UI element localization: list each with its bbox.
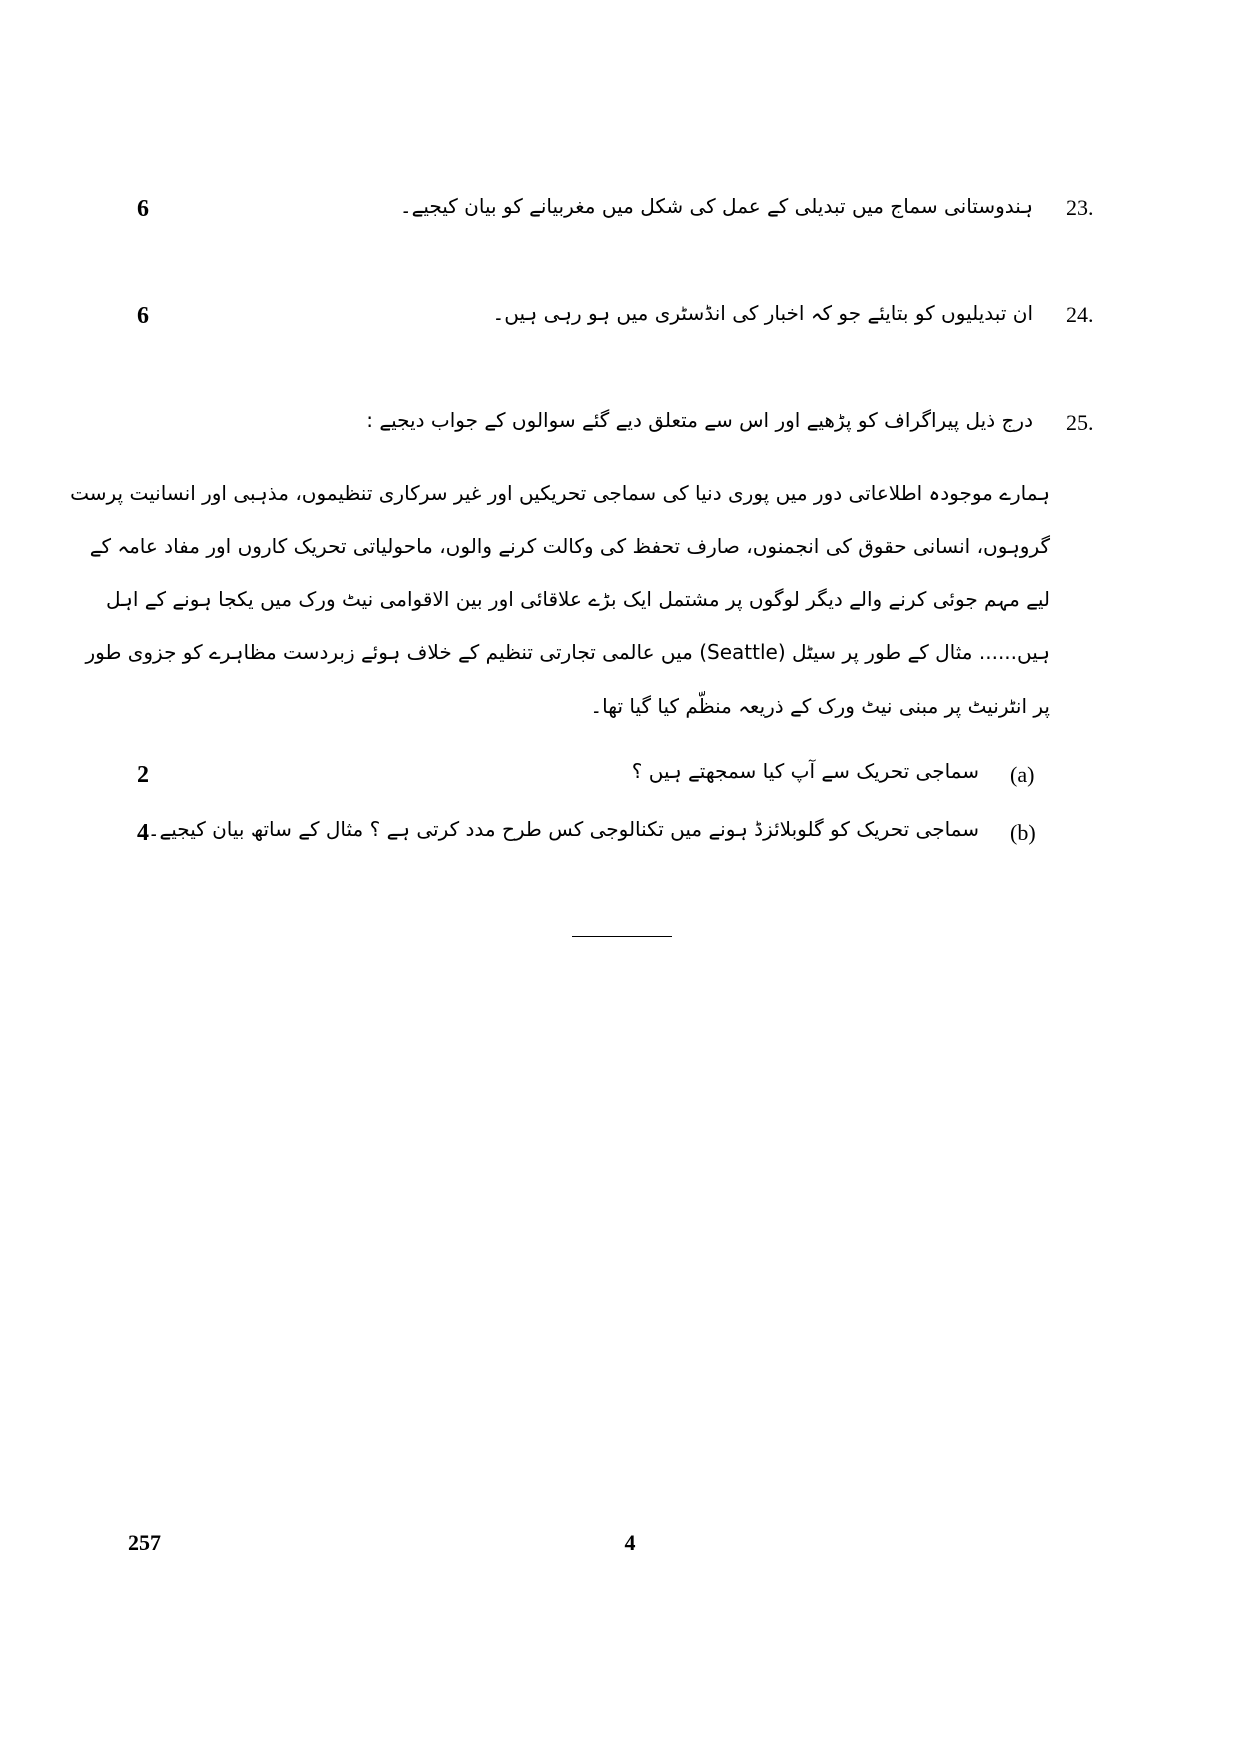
paper-code: 257 <box>128 1530 161 1555</box>
marks: 2 <box>137 762 149 788</box>
passage-line: ہمارے موجودہ اطلاعاتی دور میں پوری دنیا کی سماجی تحریکیں اور غیر سرکاری تنظیموں، مذہبی اور انسانیت پرست <box>70 481 1050 505</box>
end-divider <box>572 936 672 937</box>
subpart-label: (a) <box>1010 762 1035 787</box>
passage-line: ہیں...... مثال کے طور پر سیٹل (Seattle) میں عالمی تجارتی تنظیم کے خلاف ہوئے زبردست مظاہرے کو جزوی طور <box>85 640 1050 664</box>
subpart-text: سماجی تحریک کو گلوبلائزڈ ہونے میں تکنالوجی کس طرح مدد کرتی ہے ؟ مثال کے ساتھ بیان کیجیے۔ <box>147 817 979 841</box>
marks: 6 <box>137 303 149 329</box>
passage-line: پر انٹرنیٹ پر مبنی نیٹ ورک کے ذریعہ منظّم کیا گیا تھا۔ <box>590 694 1050 718</box>
page-number: 4 <box>624 1530 636 1555</box>
passage-line: لیے مہم جوئی کرنے والے دیگر لوگوں پر مشتمل ایک بڑے علاقائی اور بین الاقوامی نیٹ ورک میں یکجا ہونے کے اہل <box>106 587 1050 611</box>
marks: 6 <box>137 196 149 222</box>
question-number: 24. <box>1066 302 1094 327</box>
marks: 4 <box>137 820 149 846</box>
question-text: درج ذیل پیراگراف کو پڑھیے اور اس سے متعلق دیے گئے سوالوں کے جواب دیجیے : <box>366 408 1033 432</box>
question-text: ان تبدیلیوں کو بتایئے جو کہ اخبار کی انڈسٹری میں ہو رہی ہیں۔ <box>492 301 1033 325</box>
passage-line: گروہوں، انسانی حقوق کی انجمنوں، صارف تحفظ کی وکالت کرنے والوں، ماحولیاتی تحریک کاروں اور مفاد عامہ کے <box>89 534 1050 558</box>
question-text: ہندوستانی سماج میں تبدیلی کے عمل کی شکل میں مغربیانے کو بیان کیجیے۔ <box>399 194 1033 218</box>
subpart-label: (b) <box>1010 820 1036 845</box>
question-number: 25. <box>1066 410 1094 435</box>
question-number: 23. <box>1066 195 1094 220</box>
subpart-text: سماجی تحریک سے آپ کیا سمجھتے ہیں ؟ <box>631 759 979 783</box>
